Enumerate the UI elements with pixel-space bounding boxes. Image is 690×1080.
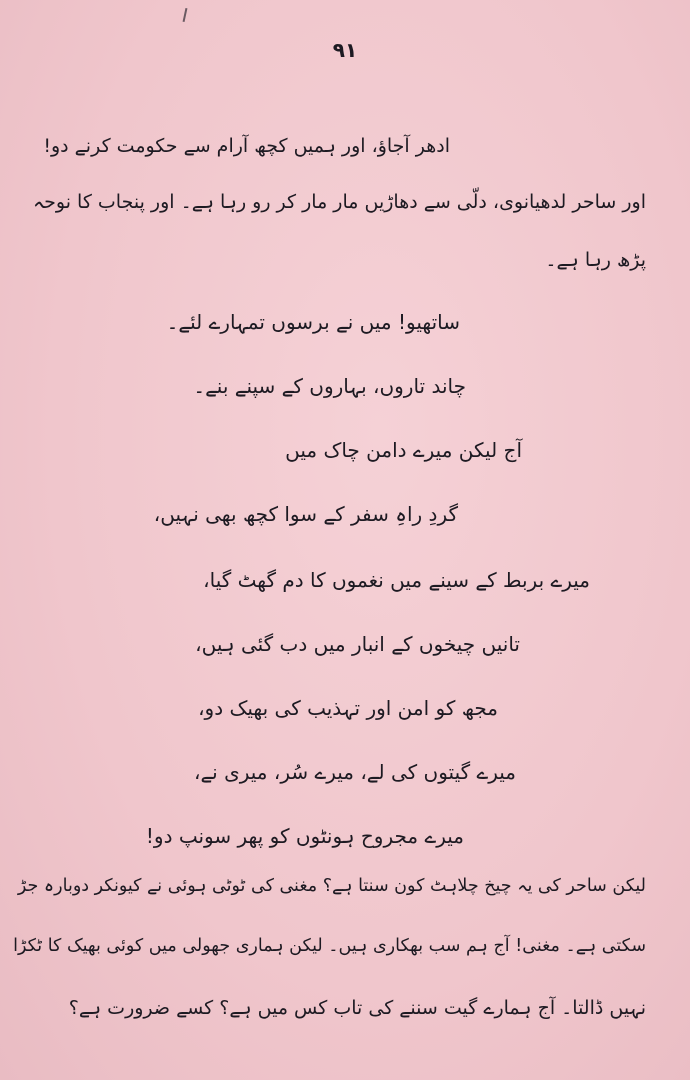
- verse-line-4: گردِ راہِ سفر کے سوا کچھ بھی نہیں،: [153, 502, 458, 526]
- page-number: ۹۱: [332, 38, 358, 62]
- verse-line-3: آج لیکن میرے دامن چاک میں: [285, 438, 522, 462]
- text-line-4: لیکن ساحر کی یہ چیخ چلاہٹ کون سنتا ہے؟ مغنی کی ٹوٹی ہوئی نے کیونکر دوبارہ جڑ: [17, 876, 646, 896]
- verse-line-9: میرے مجروح ہونٹوں کو پھر سونپ دو!: [145, 824, 464, 848]
- verse-line-2: چاند تاروں، بہاروں کے سپنے بنے۔: [193, 374, 466, 398]
- verse-line-1: ساتھیو! میں نے برسوں تمہارے لئے۔: [166, 310, 460, 334]
- text-line-2: اور ساحر لدھیانوی، دلّی سے دھاڑیں مار مار کر رو رہا ہے۔ اور پنجاب کا نوحہ: [33, 191, 646, 213]
- verse-line-8: میرے گیتوں کی لے، میرے سُر، میری نے،: [193, 760, 516, 784]
- verse-line-6: تانیں چیخوں کے انبار میں دب گئی ہیں،: [195, 632, 520, 656]
- text-line-3: پڑھ رہا ہے۔: [545, 249, 646, 271]
- ink-mark: [183, 8, 188, 22]
- text-line-5: سکتی ہے۔ مغنی! آج ہم سب بھکاری ہیں۔ لیکن ہماری جھولی میں کوئی بھیک کا ٹکڑا: [13, 936, 646, 956]
- verse-line-7: مجھ کو امن اور تہذیب کی بھیک دو،: [198, 696, 498, 720]
- verse-line-5: میرے بربط کے سینے میں نغموں کا دم گھٹ گیا،: [203, 568, 590, 592]
- text-line-6: نہیں ڈالتا۔ آج ہمارے گیت سننے کی تاب کس میں ہے؟ کسے ضرورت ہے؟: [68, 997, 646, 1019]
- text-line-1: ادھر آجاؤ، اور ہمیں کچھ آرام سے حکومت کرنے دو!: [43, 135, 450, 157]
